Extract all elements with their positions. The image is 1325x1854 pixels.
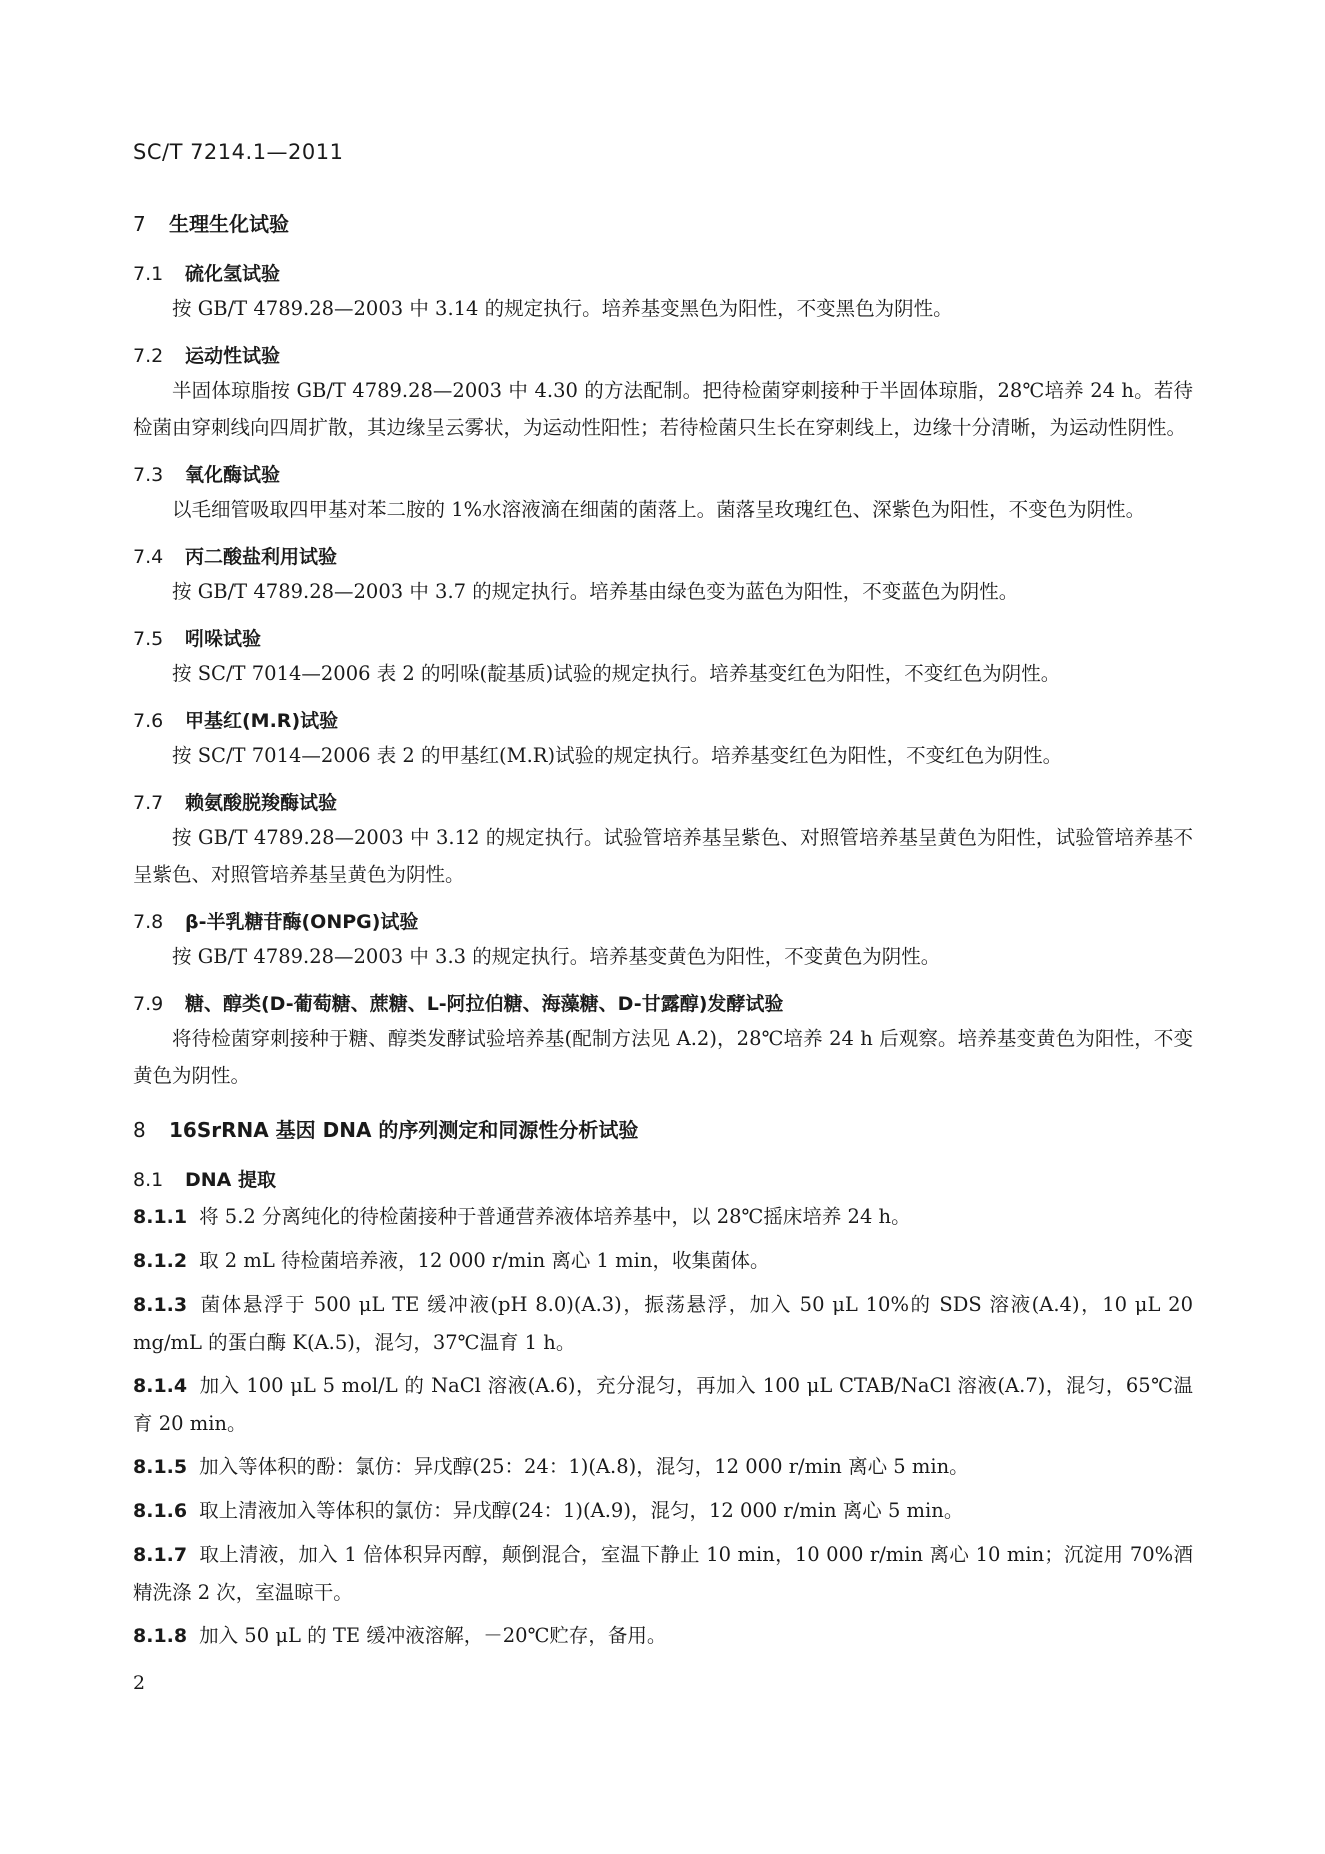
subsection-title: 吲哚试验 (185, 628, 262, 650)
section-number: 7 (133, 212, 146, 236)
subsection-heading (133, 706, 1193, 733)
subsection-number: 7.3 (133, 464, 164, 486)
subsection-title: DNA 提取 (185, 1169, 276, 1191)
item-number: 8.1.8 (133, 1625, 188, 1647)
subsection-text: 以毛细管吸取四甲基对苯二胺的 1%水溶液滴在细菌的菌落上。菌落呈玫瑰红色、深紫色为阳性，不变色为阴性。 (172, 498, 1146, 521)
subsection-title: 赖氨酸脱羧酶试验 (185, 792, 338, 814)
item-number: 8.1.2 (133, 1250, 188, 1272)
subsection-number: 7.8 (133, 911, 164, 933)
list-item (133, 1367, 1193, 1442)
subsection-number: 7.9 (133, 993, 164, 1015)
subsection-text: 按 GB/T 4789.28—2003 中 3.7 的规定执行。培养基由绿色变为蓝色为阳性，不变蓝色为阴性。 (172, 580, 1019, 603)
subsection-heading (133, 788, 1193, 815)
subsection-text: 按 GB/T 4789.28—2003 中 3.3 的规定执行。培养基变黄色为阳性，不变黄色为阴性。 (172, 945, 941, 968)
item-text: 加入等体积的酚：氯仿：异戊醇(25：24：1)(A.8)，混匀，12 000 r/min 离心 5 min。 (199, 1455, 969, 1478)
subsection-text: 按 SC/T 7014—2006 表 2 的甲基红(M.R)试验的规定执行。培养基变红色为阳性，不变红色为阴性。 (172, 744, 1063, 767)
page-number: 2 (133, 1672, 146, 1694)
list-item (133, 1536, 1193, 1611)
item-number: 8.1.4 (133, 1375, 188, 1397)
item-number: 8.1.1 (133, 1206, 188, 1228)
section-heading (133, 1114, 1193, 1143)
subsection-number: 7.5 (133, 628, 164, 650)
list-item (133, 1286, 1193, 1361)
subsection-heading (133, 341, 1193, 368)
subsection-number: 7.2 (133, 345, 164, 367)
list-item (133, 1448, 1193, 1486)
subsection-title: 硫化氢试验 (185, 263, 281, 285)
item-text: 加入 50 μL 的 TE 缓冲液溶解，－20℃贮存，备用。 (199, 1624, 667, 1647)
subsection-heading (133, 624, 1193, 651)
subsection-heading (133, 907, 1193, 934)
subsection-title: 运动性试验 (185, 345, 281, 367)
subsection-number: 7.4 (133, 546, 164, 568)
subsection-heading (133, 1165, 1193, 1192)
subsection-text: 将待检菌穿刺接种于糖、醇类发酵试验培养基(配制方法见 A.2)，28℃培养 24 h 后观察。培养基变黄色为阳性，不变黄色为阴性。 (133, 1027, 1193, 1087)
subsection-heading (133, 259, 1193, 286)
list-item (133, 1198, 1193, 1236)
subsection-text: 半固体琼脂按 GB/T 4789.28—2003 中 4.30 的方法配制。把待检菌穿刺接种于半固体琼脂，28℃培养 24 h。若待检菌由穿刺线向四周扩散，其边缘呈云雾状，为运动性阳性；若待检菌只生长在穿刺线上，边缘十分清晰，为运动性阴性。 (133, 379, 1193, 439)
subsection-title: 甲基红(M.R)试验 (185, 710, 339, 732)
subsection-heading (133, 460, 1193, 487)
subsection-text: 按 GB/T 4789.28—2003 中 3.14 的规定执行。培养基变黑色为阳性，不变黑色为阴性。 (172, 297, 953, 320)
item-text: 取 2 mL 待检菌培养液，12 000 r/min 离心 1 min，收集菌体。 (199, 1249, 770, 1272)
subsection-title: 丙二酸盐利用试验 (185, 546, 338, 568)
section-title: 16SrRNA 基因 DNA 的序列测定和同源性分析试验 (169, 1118, 639, 1142)
item-number: 8.1.3 (133, 1294, 188, 1316)
item-text: 取上清液，加入 1 倍体积异丙醇，颠倒混合，室温下静止 10 min，10 000 r/min 离心 10 min；沉淀用 70%酒精洗涤 2 次，室温晾干。 (133, 1543, 1193, 1604)
subsection-number: 7.7 (133, 792, 164, 814)
subsection-text: 按 SC/T 7014—2006 表 2 的吲哚(靛基质)试验的规定执行。培养基变红色为阳性，不变红色为阴性。 (172, 662, 1061, 685)
item-text: 菌体悬浮于 500 μL TE 缓冲液(pH 8.0)(A.3)，振荡悬浮，加入 50 μL 10%的 SDS 溶液(A.4)，10 μL 20 mg/mL 的蛋白酶 K(A.5)，混匀，37℃温育 1 h。 (133, 1293, 1193, 1354)
section-title: 生理生化试验 (169, 212, 289, 236)
list-item (133, 1242, 1193, 1280)
subsection-heading (133, 542, 1193, 569)
list-item (133, 1617, 1193, 1655)
subsection-text: 按 GB/T 4789.28—2003 中 3.12 的规定执行。试验管培养基呈紫色、对照管培养基呈黄色为阳性，试验管培养基不呈紫色、对照管培养基呈黄色为阴性。 (133, 826, 1193, 886)
item-number: 8.1.6 (133, 1500, 188, 1522)
section-heading (133, 208, 1193, 237)
document-body (133, 208, 1193, 1655)
item-text: 加入 100 μL 5 mol/L 的 NaCl 溶液(A.6)，充分混匀，再加入 100 μL CTAB/NaCl 溶液(A.7)，混匀，65℃温育 20 min。 (133, 1374, 1193, 1435)
subsection-number: 7.1 (133, 263, 164, 285)
item-number: 8.1.5 (133, 1456, 188, 1478)
subsection-number: 8.1 (133, 1169, 164, 1191)
subsection-title: β-半乳糖苷酶(ONPG)试验 (185, 911, 419, 933)
item-text: 取上清液加入等体积的氯仿：异戊醇(24：1)(A.9)，混匀，12 000 r/min 离心 5 min。 (199, 1499, 964, 1522)
subsection-number: 7.6 (133, 710, 164, 732)
standard-code: SC/T 7214.1—2011 (133, 140, 344, 164)
item-number: 8.1.7 (133, 1544, 188, 1566)
section-number: 8 (133, 1118, 146, 1142)
item-text: 将 5.2 分离纯化的待检菌接种于普通营养液体培养基中，以 28℃摇床培养 24 h。 (199, 1205, 911, 1228)
subsection-title: 氧化酶试验 (185, 464, 281, 486)
subsection-heading (133, 989, 1193, 1016)
subsection-title: 糖、醇类(D-葡萄糖、蔗糖、L-阿拉伯糖、海藻糖、D-甘露醇)发酵试验 (185, 993, 784, 1015)
list-item (133, 1492, 1193, 1530)
